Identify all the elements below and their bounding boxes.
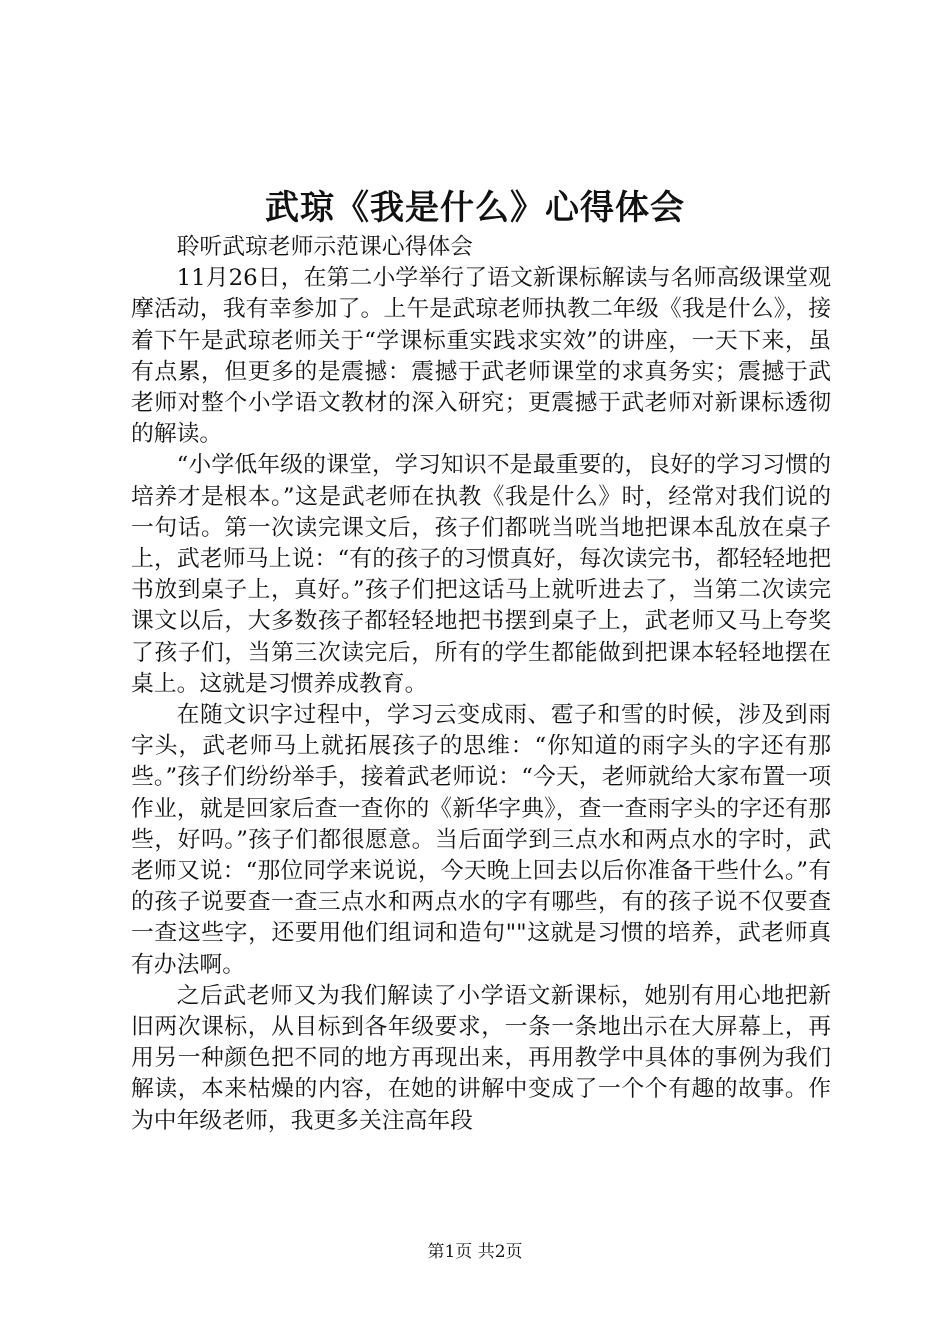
- document-title: 武琼《我是什么》心得体会: [265, 188, 685, 228]
- page-number-footer: 第1页 共2页: [427, 1242, 523, 1262]
- body-paragraph: 之后武老师又为我们解读了小学语文新课标，她别有用心地把新旧两次课标，从目标到各年级要求，一条一条地出示在大屏幕上，再用另一种颜色把不同的地方再现出来，再用教学中具体的事例为我们解读，本来枯燥的内容，在她的讲解中变成了一个个有趣的故事。作为中年级老师，我更多关注高年段: [131, 982, 831, 1134]
- document-body: [131, 232, 831, 1137]
- subtitle-paragraph: 聆听武琼老师示范课心得体会: [176, 234, 473, 260]
- body-paragraph: 11月26日，在第二小学举行了语文新课标解读与名师高级课堂观摩活动，我有幸参加了。上午是武琼老师执教二年级《我是什么》，接着下午是武琼老师关于“学课标重实践求实效”的讲座，一天下来，虽有点累，但更多的是震撼：震撼于武老师课堂的求真务实；震撼于武老师对整个小学语文教材的深入研究；更震撼于武老师对新课标透彻的解读。: [131, 265, 831, 448]
- body-paragraph: “小学低年级的课堂，学习知识不是最重要的，良好的学习习惯的培养才是根本。”这是武老师在执教《我是什么》时，经常对我们说的一句话。第一次读完课文后，孩子们都咣当咣当地把课本乱放在桌子上，武老师马上说：“有的孩子的习惯真好，每次读完书，都轻轻地把书放到桌子上，真好。”孩子们把这话马上就听进去了，当第二次读完课文以后，大多数孩子都轻轻地把书摆到桌子上，武老师又马上夸奖了孩子们，当第三次读完后，所有的学生都能做到把课本轻轻地摆在桌上。这就是习惯养成教育。: [131, 452, 831, 697]
- body-paragraph: 在随文识字过程中，学习云变成雨、雹子和雪的时候，涉及到雨字头，武老师马上就拓展孩子的思维：“你知道的雨字头的字还有那些。”孩子们纷纷举手，接着武老师说：“今天，老师就给大家布置一项作业，就是回家后查一查你的《新华字典》，查一查雨字头的字还有那些，好吗。”孩子们都很愿意。当后面学到三点水和两点水的字时，武老师又说：“那位同学来说说，今天晚上回去以后你准备干些什么。”有的孩子说要查一查三点水和两点水的字有哪些，有的孩子说不仅要查一查这些字，还要用他们组词和造句""这就是习惯的培养，武老师真有办法啊。: [131, 702, 831, 978]
